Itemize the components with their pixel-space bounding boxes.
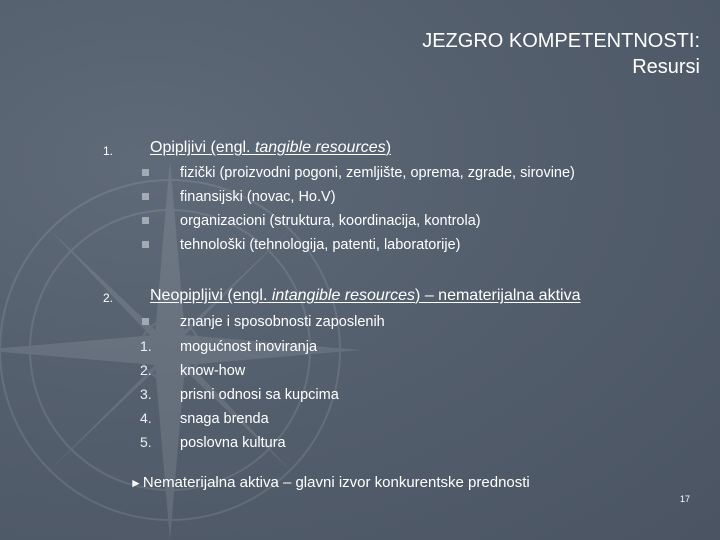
section-1-number: 1. <box>103 144 114 158</box>
list-item-text: poslovna kultura <box>180 435 286 451</box>
list-item <box>140 209 575 233</box>
list-item <box>140 406 385 430</box>
list-item-number: 2. <box>140 362 152 378</box>
list-item <box>140 161 575 185</box>
slide-title <box>200 28 700 80</box>
list-item-text: organizacioni (struktura, koordinacija, kontrola) <box>180 213 481 229</box>
conclusion-note <box>130 474 530 491</box>
list-item-text: tehnološki (tehnologija, patenti, laboratorije) <box>180 237 461 253</box>
section-1-heading <box>150 139 391 157</box>
arrow-right-icon: ► <box>130 476 142 490</box>
section-2-heading-main: Neopipljivi <box>150 287 223 304</box>
bullet-square-icon <box>140 310 180 334</box>
bullet-square-icon <box>140 233 180 257</box>
section-2-list <box>140 310 385 454</box>
list-item <box>140 358 385 382</box>
list-item-text: finansijski (novac, Ho.V) <box>180 189 336 205</box>
list-item-text: snaga brenda <box>180 411 269 427</box>
page-number: 17 <box>679 494 690 504</box>
list-item <box>140 382 385 406</box>
list-item-text: znanje i sposobnosti zaposlenih <box>180 314 385 330</box>
title-line-2: Resursi <box>632 56 700 78</box>
section-2-heading <box>150 287 580 305</box>
section-2-heading-prefix: (engl. <box>222 287 272 304</box>
list-item-text: know-how <box>180 363 246 379</box>
list-item <box>140 233 575 257</box>
list-item-number: 5. <box>140 434 152 450</box>
list-item-text: fizički (proizvodni pogoni, zemljište, oprema, zgrade, sirovine) <box>180 165 575 181</box>
list-item-number: 4. <box>140 410 152 426</box>
list-item-number: 3. <box>140 386 152 402</box>
bullet-square-icon <box>140 161 180 185</box>
list-item-text: mogućnost inoviranja <box>180 339 318 355</box>
list-item <box>140 334 385 358</box>
list-item-text: prisni odnosi sa kupcima <box>180 387 339 403</box>
bullet-square-icon <box>140 209 180 233</box>
list-item-number: 1. <box>140 338 152 354</box>
section-1-heading-suffix: ) <box>385 139 392 156</box>
bullet-square-icon <box>140 185 180 209</box>
section-2-heading-term: intangible resources <box>271 287 416 304</box>
section-1-heading-prefix: (engl. <box>206 139 255 156</box>
section-1-heading-term: tangible resources <box>254 139 386 156</box>
list-item <box>140 185 575 209</box>
section-1-heading-main: Opipljivi <box>150 139 207 156</box>
title-line-1: JEZGRO KOMPETENTNOSTI: <box>422 30 700 52</box>
conclusion-text: Nematerijalna aktiva – glavni izvor konkurentske prednosti <box>142 474 530 491</box>
list-item <box>140 430 385 454</box>
list-item <box>140 310 385 334</box>
section-1-list <box>140 161 575 257</box>
section-2-heading-suffix: ) – nematerijalna aktiva <box>415 287 581 304</box>
section-2-number: 2. <box>103 291 114 305</box>
